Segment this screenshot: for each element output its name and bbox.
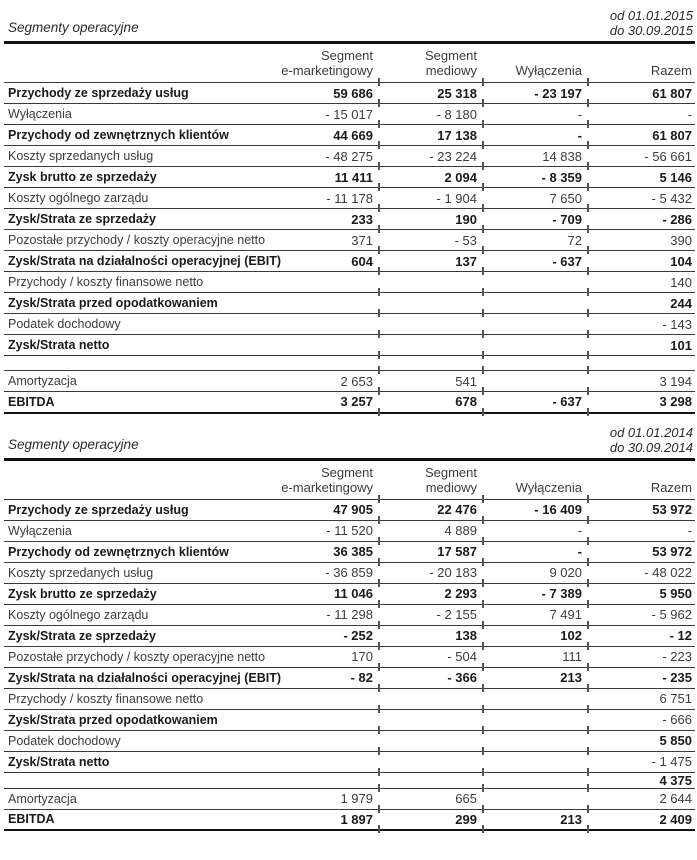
cell-value: 678	[379, 392, 483, 413]
cell-value: 22 476	[379, 499, 483, 520]
cell-value: 2 653	[254, 371, 379, 392]
table-row	[4, 809, 695, 830]
column-header	[483, 43, 588, 83]
table-row	[4, 392, 695, 413]
row-label	[4, 772, 254, 788]
cell-value: 61 807	[588, 125, 695, 146]
cell-value	[254, 314, 379, 335]
period-to: do 30.09.2014	[609, 439, 693, 455]
cell-value: 140	[588, 272, 695, 293]
cell-value	[254, 688, 379, 709]
table-row	[4, 709, 695, 730]
table-row	[4, 335, 695, 356]
cell-value: 233	[254, 209, 379, 230]
row-label: Podatek dochodowy	[4, 314, 254, 335]
table-row	[4, 730, 695, 751]
cell-value: 47 905	[254, 499, 379, 520]
table-row	[4, 125, 695, 146]
column-header-text: mediowy	[425, 479, 477, 495]
segments-table	[4, 41, 695, 414]
cell-value: 170	[254, 646, 379, 667]
period-from: od 01.01.2014	[609, 424, 693, 440]
row-label-header	[4, 43, 254, 83]
cell-value: - 5 962	[588, 604, 695, 625]
cell-value: 2 094	[379, 167, 483, 188]
cell-value: - 11 298	[254, 604, 379, 625]
cell-value: 59 686	[254, 83, 379, 104]
cell-value: 3 257	[254, 392, 379, 413]
cell-value	[379, 335, 483, 356]
row-label: Przychody / koszty finansowe netto	[4, 272, 254, 293]
table-row	[4, 625, 695, 646]
cell-value	[483, 688, 588, 709]
cell-value: 44 669	[254, 125, 379, 146]
row-label: Zysk/Strata przed opodatkowaniem	[4, 293, 254, 314]
cell-value: 244	[588, 293, 695, 314]
table-row	[4, 788, 695, 809]
row-label-header	[4, 459, 254, 499]
cell-value: 299	[379, 809, 483, 830]
cell-value: 1 897	[254, 809, 379, 830]
cell-value	[483, 314, 588, 335]
cell-value: 5 950	[588, 583, 695, 604]
cell-value: - 143	[588, 314, 695, 335]
table-row	[4, 667, 695, 688]
cell-value	[254, 751, 379, 772]
cell-value: 11 411	[254, 167, 379, 188]
cell-value: 3 298	[588, 392, 695, 413]
cell-value: 2 293	[379, 583, 483, 604]
cell-value: - 637	[483, 392, 588, 413]
cell-value: 17 138	[379, 125, 483, 146]
row-label: Zysk/Strata na działalności operacyjnej (EBIT)	[4, 667, 254, 688]
cell-value	[483, 272, 588, 293]
row-label: Zysk/Strata ze sprzedaży	[4, 209, 254, 230]
table-row	[4, 583, 695, 604]
period-from: od 01.01.2015	[609, 8, 693, 23]
column-header	[254, 43, 379, 83]
cell-value	[254, 772, 379, 788]
cell-value: - 504	[379, 646, 483, 667]
table-row	[4, 541, 695, 562]
cell-value: 36 385	[254, 541, 379, 562]
row-label: Zysk/Strata przed opodatkowaniem	[4, 709, 254, 730]
cell-value	[379, 730, 483, 751]
cell-value	[483, 730, 588, 751]
cell-value: 604	[254, 251, 379, 272]
cell-value: 53 972	[588, 541, 695, 562]
row-label: Przychody od zewnętrznych klientów	[4, 541, 254, 562]
cell-value: 2 644	[588, 788, 695, 809]
cell-value	[254, 709, 379, 730]
table-title-block	[4, 423, 695, 458]
row-label: Koszty sprzedanych usług	[4, 146, 254, 167]
cell-value: 138	[379, 625, 483, 646]
cell-value: - 20 183	[379, 562, 483, 583]
segments-table-2014	[4, 423, 695, 832]
cell-value	[379, 709, 483, 730]
cell-value: 9 020	[483, 562, 588, 583]
row-label: Koszty ogólnego zarządu	[4, 604, 254, 625]
cell-value: - 709	[483, 209, 588, 230]
cell-value	[254, 293, 379, 314]
cell-value: - 12	[588, 625, 695, 646]
column-header-text: e-marketingowy	[281, 63, 373, 78]
table-row	[4, 646, 695, 667]
cell-value	[379, 293, 483, 314]
cell-value	[483, 293, 588, 314]
table-row	[4, 104, 695, 125]
cell-value: 4 375	[588, 772, 695, 788]
cell-value: 190	[379, 209, 483, 230]
cell-value: 213	[483, 667, 588, 688]
row-label: Przychody ze sprzedaży usług	[4, 499, 254, 520]
column-header	[379, 459, 483, 499]
row-label: Przychody / koszty finansowe netto	[4, 688, 254, 709]
row-label: Pozostałe przychody / koszty operacyjne netto	[4, 230, 254, 251]
cell-value	[483, 709, 588, 730]
segments-table	[4, 458, 695, 832]
row-label: Koszty ogólnego zarządu	[4, 188, 254, 209]
cell-value: -	[588, 520, 695, 541]
column-header-text: Razem	[650, 63, 692, 78]
table-row	[4, 688, 695, 709]
column-header	[588, 43, 695, 83]
table-row	[4, 83, 695, 104]
cell-value: -	[483, 520, 588, 541]
cell-value: - 53	[379, 230, 483, 251]
cell-value	[483, 772, 588, 788]
cell-value: 61 807	[588, 83, 695, 104]
cell-value: 371	[254, 230, 379, 251]
cell-value: 11 046	[254, 583, 379, 604]
cell-value: - 16 409	[483, 499, 588, 520]
row-label: EBITDA	[4, 809, 254, 830]
cell-value: -	[588, 104, 695, 125]
cell-value: - 48 022	[588, 562, 695, 583]
cell-value: - 223	[588, 646, 695, 667]
table-row	[4, 209, 695, 230]
table-row	[4, 293, 695, 314]
cell-value: 6 751	[588, 688, 695, 709]
cell-value	[254, 272, 379, 293]
table-row	[4, 562, 695, 583]
cell-value: -	[483, 541, 588, 562]
column-header-text: Segment	[424, 48, 477, 63]
row-label: Amortyzacja	[4, 371, 254, 392]
cell-value: - 23 224	[379, 146, 483, 167]
row-label: Wyłączenia	[4, 520, 254, 541]
cell-value: - 36 859	[254, 562, 379, 583]
table-title: Segmenty operacyjne	[8, 436, 139, 452]
cell-value: 213	[483, 809, 588, 830]
cell-value: 2 409	[588, 809, 695, 830]
row-label: EBITDA	[4, 392, 254, 413]
cell-value: - 1 475	[588, 751, 695, 772]
table-row	[4, 604, 695, 625]
cell-value	[483, 751, 588, 772]
cell-value: - 56 661	[588, 146, 695, 167]
table-row	[4, 314, 695, 335]
cell-value	[483, 788, 588, 809]
table-row	[4, 499, 695, 520]
cell-value: - 666	[588, 709, 695, 730]
cell-value: 137	[379, 251, 483, 272]
cell-value: - 11 178	[254, 188, 379, 209]
column-header-text: Segment	[320, 48, 373, 63]
cell-value	[483, 335, 588, 356]
row-label: Pozostałe przychody / koszty operacyjne netto	[4, 646, 254, 667]
cell-value: 25 318	[379, 83, 483, 104]
table-row	[4, 167, 695, 188]
cell-value: - 252	[254, 625, 379, 646]
column-header-text: Segment	[320, 464, 373, 480]
cell-value	[254, 730, 379, 751]
column-header-text: Wyłączenia	[515, 479, 582, 495]
cell-value: 7 650	[483, 188, 588, 209]
table-row	[4, 371, 695, 392]
cell-value: 665	[379, 788, 483, 809]
cell-value: 541	[379, 371, 483, 392]
cell-value: 14 838	[483, 146, 588, 167]
cell-value	[483, 356, 588, 371]
row-label: Przychody ze sprzedaży usług	[4, 83, 254, 104]
cell-value: 5 146	[588, 167, 695, 188]
cell-value: 72	[483, 230, 588, 251]
cell-value: - 5 432	[588, 188, 695, 209]
table-row	[4, 520, 695, 541]
row-label: Zysk brutto ze sprzedaży	[4, 583, 254, 604]
table-title-block	[4, 6, 695, 41]
cell-value	[379, 751, 483, 772]
row-label: Zysk/Strata na działalności operacyjnej (EBIT)	[4, 251, 254, 272]
column-header	[483, 459, 588, 499]
header-row	[4, 459, 695, 499]
row-label: Zysk/Strata netto	[4, 751, 254, 772]
table-title: Segmenty operacyjne	[8, 20, 139, 35]
cell-value	[379, 772, 483, 788]
row-label: Zysk/Strata netto	[4, 335, 254, 356]
table-row	[4, 251, 695, 272]
row-label: Przychody od zewnętrznych klientów	[4, 125, 254, 146]
table-row	[4, 188, 695, 209]
cell-value	[254, 356, 379, 371]
cell-value: 3 194	[588, 371, 695, 392]
table-row	[4, 751, 695, 772]
cell-value: - 8 359	[483, 167, 588, 188]
cell-value	[379, 272, 483, 293]
cell-value	[588, 356, 695, 371]
row-label	[4, 356, 254, 371]
cell-value: - 235	[588, 667, 695, 688]
row-label: Zysk brutto ze sprzedaży	[4, 167, 254, 188]
cell-value: - 8 180	[379, 104, 483, 125]
column-header-text: Razem	[650, 479, 692, 495]
cell-value: 390	[588, 230, 695, 251]
row-label: Zysk/Strata ze sprzedaży	[4, 625, 254, 646]
cell-value: - 7 389	[483, 583, 588, 604]
period-to: do 30.09.2015	[609, 23, 693, 38]
row-label: Koszty sprzedanych usług	[4, 562, 254, 583]
cell-value: 102	[483, 625, 588, 646]
cell-value: 4 889	[379, 520, 483, 541]
cell-value: 101	[588, 335, 695, 356]
cell-value: 111	[483, 646, 588, 667]
cell-value	[254, 335, 379, 356]
table-row	[4, 146, 695, 167]
cell-value: 1 979	[254, 788, 379, 809]
cell-value: 104	[588, 251, 695, 272]
cell-value	[379, 688, 483, 709]
cell-value	[379, 356, 483, 371]
reporting-period	[610, 8, 693, 38]
table-row	[4, 772, 695, 788]
cell-value: - 15 017	[254, 104, 379, 125]
cell-value	[379, 314, 483, 335]
cell-value: - 286	[588, 209, 695, 230]
cell-value: - 82	[254, 667, 379, 688]
cell-value: - 637	[483, 251, 588, 272]
column-header-text: e-marketingowy	[281, 479, 373, 495]
column-header	[588, 459, 695, 499]
cell-value: - 23 197	[483, 83, 588, 104]
row-label: Amortyzacja	[4, 788, 254, 809]
cell-value: 7 491	[483, 604, 588, 625]
cell-value: - 1 904	[379, 188, 483, 209]
cell-value: -	[483, 125, 588, 146]
cell-value: - 11 520	[254, 520, 379, 541]
column-header-text: Segment	[424, 464, 477, 480]
cell-value: 17 587	[379, 541, 483, 562]
header-row	[4, 43, 695, 83]
cell-value: - 48 275	[254, 146, 379, 167]
cell-value: 5 850	[588, 730, 695, 751]
table-row	[4, 230, 695, 251]
table-row	[4, 356, 695, 371]
table-row	[4, 272, 695, 293]
reporting-period	[610, 425, 693, 455]
column-header-text: Wyłączenia	[515, 63, 582, 78]
cell-value	[483, 371, 588, 392]
column-header-text: mediowy	[425, 63, 477, 78]
cell-value: 53 972	[588, 499, 695, 520]
cell-value: -	[483, 104, 588, 125]
segments-table-2015	[4, 6, 695, 414]
cell-value: - 2 155	[379, 604, 483, 625]
column-header	[254, 459, 379, 499]
cell-value: - 366	[379, 667, 483, 688]
row-label: Podatek dochodowy	[4, 730, 254, 751]
column-header	[379, 43, 483, 83]
row-label: Wyłączenia	[4, 104, 254, 125]
